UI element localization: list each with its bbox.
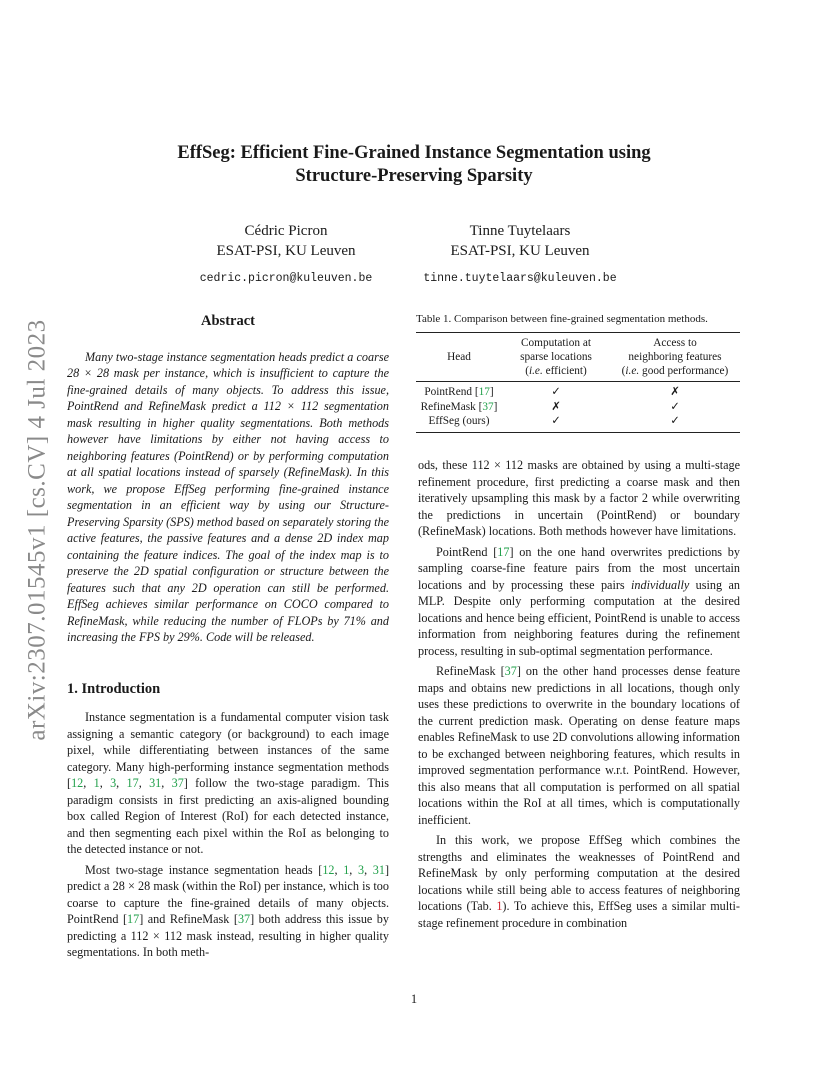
- header-rest: good performance): [639, 365, 729, 377]
- text-run: ] on the one hand overwrites predictions by sampling coarse-fine feature pairs from the most uncertain locations and by processing these pairs: [418, 544, 740, 592]
- author-2: [404, 221, 636, 289]
- text-run: ] on the other hand processes dense feature maps and obtains new predictions in all locations, though only uses these predictions to overwrite in the boundary locations of the current prediction mask. Operating on dense feature maps enables RefineMask to use 2D convolutions allowing information to be exchanged between neighboring features, which results in improved segmentation performance w.r.t. PointRend. However, this also means that all computation is performed on all spatial locations within the RoI at all times, which is computationally inefficient.: [418, 664, 740, 827]
- citation-link[interactable]: 3: [110, 776, 117, 790]
- table-row: [416, 414, 740, 432]
- header-line: neighboring features: [628, 351, 722, 363]
- header-access: [610, 333, 740, 382]
- abstract-text: Many two-stage instance segmentation heads predict a coarse 28 × 28 mask per instance, which is insufficient to capture the fine-grained details of many objects. To address this issue, PointRend and RefineMask predict a 112 × 112 segmentation mask resulting in higher quality segmentations. Both methods however have limitations by either not having access to neighboring features (PointRend) or by performing computation at all spatial locations instead of sparsely (RefineMask). In this work, we propose EffSeg performing fine-grained instance segmentation in an efficient way by using our Structure-Preserving Sparsity (SPS) method based on separately storing the active features, the passive features and a dense 2D index map containing the feature indices. The goal of the index map is to preserve the 2D spatial configuration or structure between the features such that any 2D operation can still be performed. EffSeg achieves similar performance on COCO compared to RefineMask, while reducing the number of FLOPs by 71% and increasing the FPS by 29%. Code will be released.: [67, 349, 389, 644]
- method-name: PointRend: [424, 386, 473, 398]
- citation-link[interactable]: 17: [478, 386, 490, 398]
- title-line-1: EffSeg: Efficient Fine-Grained Instance Segmentation using: [177, 143, 651, 163]
- author-2-affiliation: ESAT-PSI, KU Leuven: [450, 243, 590, 259]
- page-number: 1: [410, 992, 418, 1006]
- author-2-name: Tinne Tuytelaars: [469, 223, 571, 239]
- check-cell: ✗: [551, 400, 561, 413]
- text-run: ). To achieve this, EffSeg uses a similar multi-stage refinement procedure in combination: [418, 899, 740, 930]
- text-run: using an MLP. Despite only performing computation at the desired locations and hence being efficient, PointRend is unable to access information from neighboring features during the refinement process, resulting in sub-optimal segmentation performance.: [418, 577, 740, 658]
- citation-link[interactable]: 37: [171, 776, 184, 790]
- header-line: (i.e. good performance): [621, 365, 729, 377]
- citation-link[interactable]: 37: [482, 400, 494, 413]
- author-1-name: Cédric Picron: [244, 223, 328, 239]
- check-cell: ✓: [670, 415, 680, 427]
- paper-title: [100, 142, 728, 188]
- right-paragraph-1: ods, these 112 × 112 masks are obtained by using a multi-stage refinement procedure, first predicting a coarse mask and then iteratively upsampling this mask by a factor 2 while overwriting the predictions in uncertain (PointRend) or boundary (RefineMask) locations. Both methods however have limitations.: [418, 458, 740, 538]
- right-paragraph-4: [418, 832, 740, 931]
- text-run: ] predict a 28 × 28 mask (within the RoI) per instance, which is too coarse to capture the fine-grained details of many objects. PointRend [: [67, 862, 390, 926]
- check-cell: ✓: [551, 386, 561, 398]
- comparison-table: [416, 332, 740, 433]
- table-row: [416, 382, 740, 400]
- left-column: [67, 313, 389, 961]
- emphasis: individually: [631, 577, 690, 592]
- header-line: Access to: [653, 337, 697, 349]
- citation-link[interactable]: 1: [93, 776, 100, 790]
- row-head: PointRend [17]: [424, 386, 494, 398]
- right-paragraph-3: [418, 663, 740, 828]
- text-run: In this work, we propose EffSeg which combines the strengths and eliminates the weaknesses of PointRend and RefineMask by only performing computation at the desired locations while still being able to access features of neighboring locations (Tab.: [418, 833, 740, 913]
- intro-paragraph-1: Instance segmentation is a fundamental computer vision task assigning a semantic category (or background) to each image pixel, while differentiating between instances of the same category. Many high-performing instance segmentation methods [12, 1, 3, 17, 31, 37] follow the two-stage paradigm. This paradigm consists in first predicting an axis-aligned bounding box called Region of Interest (RoI) for each detected instance, and then segmenting each pixel within the RoI as belonging to the detected instance or not.: [67, 710, 390, 856]
- method-name: RefineMask: [420, 400, 476, 413]
- citation-link[interactable]: 17: [127, 912, 140, 926]
- arxiv-stamp: [22, 300, 54, 760]
- citation-link[interactable]: 12: [71, 776, 84, 790]
- text-run: RefineMask [: [436, 664, 505, 678]
- text-run: PointRend [: [436, 544, 498, 559]
- author-1-email[interactable]: cedric.picron@kuleuven.be: [199, 272, 373, 285]
- citation-link[interactable]: 31: [149, 776, 162, 790]
- text-run: ] follow the two-stage paradigm. This paradigm consists in first predicting an axis-aligned bounding box called Region of Interest (RoI) for each detected instance, and then segmenting each pixel within the RoI as belonging to the detected instance or not.: [67, 776, 390, 856]
- citation-link[interactable]: 1: [343, 862, 350, 877]
- author-2-email[interactable]: tinne.tuytelaars@kuleuven.be: [423, 272, 617, 285]
- right-paragraph-2: [418, 544, 740, 660]
- citation-link[interactable]: 31: [372, 862, 385, 877]
- row-head: RefineMask [37]: [420, 400, 498, 413]
- citation-link[interactable]: 17: [497, 544, 510, 559]
- header-rest: efficient): [542, 365, 587, 377]
- header-head: Head: [447, 351, 471, 363]
- table-reference-link[interactable]: 1: [496, 899, 503, 913]
- check-cell: ✗: [670, 386, 680, 398]
- intro-heading: 1. Introduction: [67, 680, 161, 697]
- citation-link[interactable]: 37: [504, 664, 517, 678]
- author-1-affiliation: ESAT-PSI, KU Leuven: [216, 243, 356, 259]
- citation-link[interactable]: 12: [322, 862, 335, 877]
- author-1: [170, 221, 402, 289]
- citation-link[interactable]: 17: [126, 776, 139, 790]
- text-run: Most two-stage instance segmentation heads [: [85, 862, 323, 877]
- header-line: (i.e. efficient): [525, 365, 587, 377]
- header-line: Computation at: [521, 337, 591, 349]
- table-caption: Table 1. Comparison between fine-grained segmentation methods.: [416, 313, 708, 325]
- text-run: Instance segmentation is a fundamental computer vision task assigning a semantic category (or background) to each image pixel, while differentiating between instances of the same category. Many high-performing instance segmentation methods [: [67, 710, 389, 790]
- abstract-heading: Abstract: [201, 313, 255, 329]
- header-line: sparse locations: [520, 351, 592, 363]
- text-run: ] and RefineMask [: [139, 912, 238, 926]
- citation-link[interactable]: 3: [357, 862, 365, 877]
- check-cell: ✓: [670, 400, 680, 413]
- table-row: [416, 400, 740, 415]
- row-head: EffSeg (ours): [428, 415, 490, 427]
- title-line-2: Structure-Preserving Sparsity: [295, 166, 533, 186]
- citation-link[interactable]: 37: [237, 912, 251, 926]
- right-column: [418, 457, 740, 931]
- text-run: ] both address this issue by predicting a 112 × 112 mask instead, resulting in higher quality segmentations. In both meth-: [67, 912, 389, 959]
- table-1: [416, 313, 740, 433]
- header-ie: i.e.: [528, 365, 543, 377]
- header-computation: [502, 333, 610, 382]
- arxiv-id: arXiv:2307.01545v1 [cs.CV] 4 Jul 2023: [24, 319, 51, 741]
- intro-paragraph-2: Most two-stage instance segmentation heads [12, 1, 3, 31] predict a 28 × 28 mask (within the RoI) per instance, which is too coarse to capture the fine-grained details of many objects. PointRend [17] and RefineMask [37] both address this issue by predicting a 112 × 112 mask instead, resulting in higher quality segmentations. In both meth-: [67, 862, 390, 959]
- check-cell: ✓: [551, 415, 561, 427]
- header-ie: i.e.: [625, 365, 640, 377]
